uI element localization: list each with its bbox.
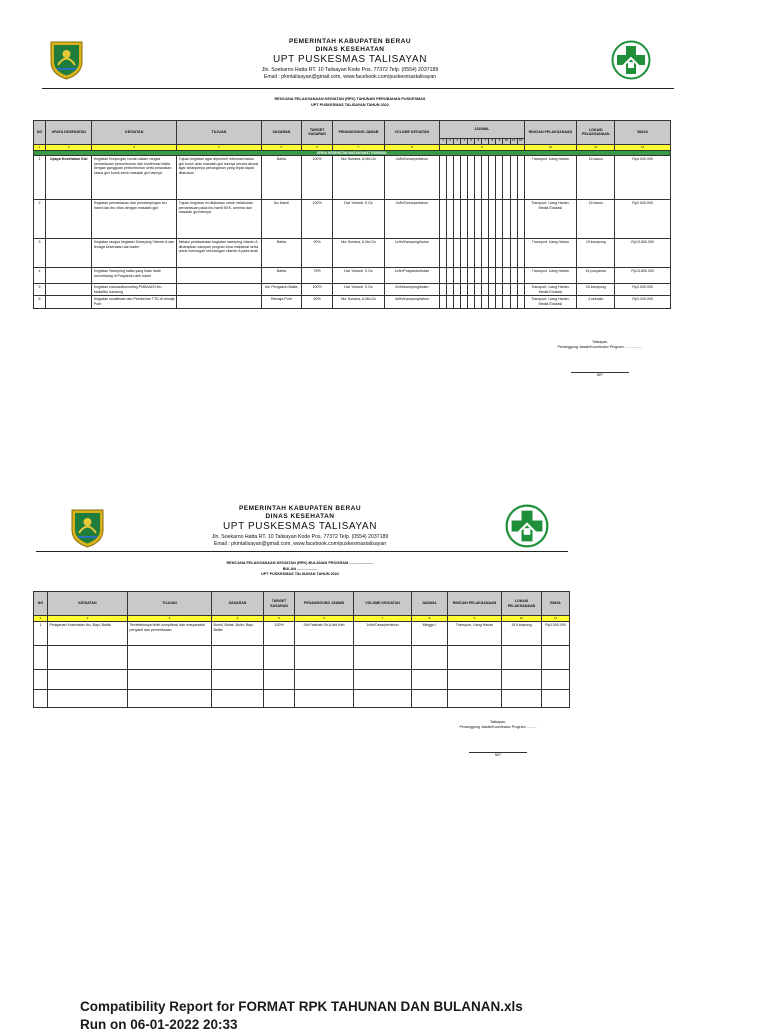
cell-tujuan: Tujuan kegiatan agar diperoleh informasi kasus gizi buruk atau masalah gizi lainnya secara akurat agar selanjutnya penanganan yang tepat dapat dilakukan	[177, 156, 262, 200]
col-number: 6	[302, 144, 333, 150]
schedule-cell	[447, 239, 454, 268]
cell-pj: Nur Suriana, A.Md.Gz	[333, 296, 384, 308]
cell-kegiatan: Kegiatan Sweeping balita yang tidak hadir menimbang di Posyandu oleh kader	[92, 268, 177, 284]
cell-lokasi: 15 kasus	[577, 200, 615, 239]
col-biaya: BIAYA	[542, 592, 570, 616]
schedule-cell	[489, 239, 496, 268]
cell-biaya: Rp2.000.000	[615, 200, 671, 239]
month-cell: 3	[454, 139, 461, 145]
cell-pj: Siti Fatimah Sh A.Md.Keb	[295, 622, 354, 646]
schedule-cell	[447, 156, 454, 200]
signature-nip: NIP.	[494, 753, 502, 757]
schedule-cell	[468, 200, 475, 239]
department-name: DINAS KESEHATAN	[315, 46, 385, 53]
header-row	[34, 592, 570, 616]
schedule-cell	[440, 239, 447, 268]
title-line-3: UPT PUSKESMAS TALISAYAN TAHUN 2022	[260, 572, 340, 576]
schedule-cell	[454, 239, 461, 268]
table-row	[34, 296, 671, 308]
col-number: 12	[615, 144, 671, 150]
cell-sasaran: Bumil, Bufas, Bulin, Bayi, Balita	[212, 622, 264, 646]
col-pj: PENANGGUNG JAWAB	[295, 592, 354, 616]
schedule-cell	[503, 200, 510, 239]
col-number: 4	[212, 616, 264, 622]
table-row	[34, 646, 570, 670]
schedule-cell	[503, 284, 510, 296]
puskesmas-logo-icon	[611, 40, 651, 80]
schedule-cell	[496, 284, 503, 296]
signature-role: Penanggung Jawab/Koordinator Program ..........	[459, 725, 537, 729]
schedule-cell	[510, 200, 517, 239]
table-row	[34, 239, 671, 268]
rpk-tahunan-sheet	[0, 0, 768, 470]
cell-target: 100%	[264, 622, 295, 646]
schedule-cell	[510, 239, 517, 268]
cell-lokasi	[502, 690, 542, 708]
compatibility-report-run-date: Run on 06-01-2022 20:33	[80, 1017, 238, 1032]
schedule-cell	[496, 156, 503, 200]
schedule-cell	[475, 200, 482, 239]
col-volume: VOLUME KEGIATAN	[384, 121, 439, 145]
col-sasaran: SASARAN	[212, 592, 264, 616]
month-cell: 10	[503, 139, 510, 145]
col-number: 8	[412, 616, 448, 622]
cell-lokasi: 15 posyandu	[577, 268, 615, 284]
cell-no	[34, 646, 48, 670]
cell-biaya: Rp3.000.000	[542, 622, 570, 646]
cell-kegiatan	[48, 670, 128, 690]
schedule-cell	[475, 284, 482, 296]
cell-rincian	[448, 670, 502, 690]
month-cell: 2	[447, 139, 454, 145]
cell-rincian: Transport, Uang Harian, Media Edukasi	[524, 284, 576, 296]
document-title	[150, 97, 550, 108]
schedule-cell	[440, 296, 447, 308]
schedule-cell	[517, 268, 524, 284]
schedule-cell	[489, 200, 496, 239]
cell-lokasi	[502, 646, 542, 670]
schedule-cell	[461, 239, 468, 268]
title-line-2: BULAN ...................	[282, 566, 318, 571]
schedule-cell	[482, 239, 489, 268]
cell-volume	[354, 670, 412, 690]
cell-volume: 1x/th/Posyandu/bulan	[384, 268, 439, 284]
col-number: 5	[264, 616, 295, 622]
cell-sasaran	[212, 670, 264, 690]
schedule-cell	[447, 284, 454, 296]
schedule-cell	[454, 200, 461, 239]
cell-target: 60%	[302, 296, 333, 308]
month-cell: 5	[468, 139, 475, 145]
cell-volume: 2x/th/Desa/pertahun	[384, 156, 439, 200]
schedule-cell	[489, 296, 496, 308]
cell-volume: 2x/th/Desa/pertahun	[384, 200, 439, 239]
schedule-cell	[461, 156, 468, 200]
cell-target: 100%	[302, 200, 333, 239]
cell-rincian: Transport, Uang Harian	[524, 156, 576, 200]
cell-biaya: Rp4.000.000	[615, 156, 671, 200]
cell-rincian: Transport, Uang Harian, Media Edukasi	[524, 296, 576, 308]
cell-target: 100%	[302, 284, 333, 296]
signature-block	[428, 720, 568, 758]
table-row	[34, 284, 671, 296]
cell-no	[34, 670, 48, 690]
schedule-cell	[503, 268, 510, 284]
contact-email: Email : pkmtalisayan@gmail.com, www.facebook.com/puskesmastalisayan	[213, 541, 387, 547]
table-row	[34, 670, 570, 690]
title-line-2: UPT PUSKESMAS TALISAYAN TAHUN 2022	[310, 102, 390, 107]
schedule-cell	[475, 156, 482, 200]
cell-no: 1	[34, 622, 48, 646]
col-number: 3	[92, 144, 177, 150]
cell-kegiatan: Pelayanan Kesehatan Ibu, Bayi, Balita	[48, 622, 128, 646]
col-upaya: UPAYA KESEHATAN	[46, 121, 92, 145]
cell-sasaran	[212, 646, 264, 670]
col-number: 1	[34, 616, 48, 622]
schedule-cell	[468, 239, 475, 268]
cell-volume: 4x/th/Kampung/tahun	[384, 296, 439, 308]
signature-role: Penanggung Jawab/Koordinator Program ..................	[557, 345, 643, 349]
col-no: NO	[34, 592, 48, 616]
cell-tujuan: Tujuan kegiatan ini dilakukan untuk melakukan pemantauan pada ibu hamil KEK, anemia dan masalah gizi lainnya	[177, 200, 262, 239]
schedule-cell	[482, 200, 489, 239]
signature-block	[520, 340, 680, 378]
cell-rincian	[448, 646, 502, 670]
col-number: 10	[524, 144, 576, 150]
cell-sasaran: Ibu Pengasuh Balita	[261, 284, 301, 296]
col-pj: PENANGGUNG JAWAB	[333, 121, 384, 145]
cell-no: 5	[34, 284, 46, 296]
cell-sasaran: Ibu Hamil	[261, 200, 301, 239]
schedule-cell	[517, 200, 524, 239]
cell-pj	[295, 670, 354, 690]
cell-tujuan: Melalui pelaksanaan kegiatan sweeping vitamin A diharapkan cakupan program bisa maksimal serta untuk mencegah kekurangan vitamin A pada anak	[177, 239, 262, 268]
table-row	[34, 156, 671, 200]
cell-rincian: Transport, Uang Harian	[524, 268, 576, 284]
cell-biaya: Rp13.800.000	[615, 268, 671, 284]
unit-name: UPT PUSKESMAS TALISAYAN	[222, 521, 378, 532]
schedule-cell	[468, 156, 475, 200]
schedule-cell	[440, 284, 447, 296]
cell-biaya: Rp3.200.000	[615, 296, 671, 308]
cell-tujuan	[177, 268, 262, 284]
schedule-cell	[496, 239, 503, 268]
cell-tujuan: Terdeteksinya lebih komplikasi dan masyarakat penyakit dan pemeriksaan	[128, 622, 212, 646]
cell-target	[264, 670, 295, 690]
cell-pj: Dwi Yulianti, S.Gz	[333, 200, 384, 239]
cell-kegiatan	[48, 646, 128, 670]
col-kegiatan: KEGIATAN	[48, 592, 128, 616]
letterhead-rule	[36, 551, 568, 552]
col-number: 2	[48, 616, 128, 622]
cell-biaya	[542, 646, 570, 670]
cell-no: 2	[34, 200, 46, 239]
table-row	[34, 268, 671, 284]
schedule-cell	[517, 156, 524, 200]
col-number: 9	[448, 616, 502, 622]
col-number: 2	[46, 144, 92, 150]
letterhead-rule	[42, 88, 674, 89]
cell-kegiatan	[48, 690, 128, 708]
col-number: 11	[577, 144, 615, 150]
col-number: 10	[502, 616, 542, 622]
schedule-cell	[440, 156, 447, 200]
cell-upaya	[46, 239, 92, 268]
cell-tujuan	[128, 646, 212, 670]
cell-upaya	[46, 284, 92, 296]
cell-jadwal	[412, 646, 448, 670]
letterhead	[150, 505, 450, 547]
cell-rincian: Transport, Uang Harian, Media Edukasi	[524, 200, 576, 239]
month-cell: 6	[475, 139, 482, 145]
schedule-cell	[517, 239, 524, 268]
address: Jln. Soekarno Hatta RT. 10 Talisayan Kode Pos. 77372 Telp. (0554) 2037189	[261, 67, 439, 73]
cell-target: 100%	[302, 156, 333, 200]
unit-name: UPT PUSKESMAS TALISAYAN	[272, 54, 428, 65]
schedule-cell	[503, 239, 510, 268]
col-target: TARGET SASARAN	[264, 592, 295, 616]
schedule-cell	[454, 284, 461, 296]
cell-kegiatan: Kegiatan edukasi/konseling PMBA/ASI ibu balita/ibu kandung	[92, 284, 177, 296]
schedule-cell	[510, 268, 517, 284]
col-number: 7	[354, 616, 412, 622]
col-number: 4	[177, 144, 262, 150]
month-cell: 1	[440, 139, 447, 145]
cell-pj	[295, 646, 354, 670]
schedule-cell	[461, 268, 468, 284]
schedule-cell	[482, 284, 489, 296]
rpk-bulanan-sheet	[0, 480, 768, 980]
col-rincian: RINCIAN PELAKSANAAN	[524, 121, 576, 145]
cell-kegiatan: Kegiatan pemantauan dan pendampingan ibu hamil dan ibu nifas dengan masalah gizi	[92, 200, 177, 239]
schedule-cell	[447, 268, 454, 284]
compatibility-report-title: Compatibility Report for FORMAT RPK TAHUNAN DAN BULANAN.xls	[80, 999, 523, 1014]
address: Jln. Soekarno Hatta RT. 10 Talisayan Kode Pos. 77372 Telp. (0554) 2037189	[211, 534, 389, 540]
schedule-cell	[496, 296, 503, 308]
department-name: DINAS KESEHATAN	[265, 513, 335, 520]
header-row	[34, 121, 671, 139]
month-cell: 12	[517, 139, 524, 145]
signature-nip: NIP.	[596, 373, 604, 377]
cell-biaya: Rp2.000.000	[615, 284, 671, 296]
cell-pj: Nur Suriana, A.Md.Gz	[333, 239, 384, 268]
col-tujuan: TUJUAN	[128, 592, 212, 616]
schedule-cell	[510, 296, 517, 308]
schedule-cell	[482, 268, 489, 284]
schedule-cell	[503, 156, 510, 200]
schedule-cell	[454, 156, 461, 200]
signature-place: Talisayan,	[490, 720, 506, 724]
rpk-bulanan-table	[33, 591, 570, 708]
cell-rincian: Transport, Uang Harian	[448, 622, 502, 646]
schedule-cell	[482, 156, 489, 200]
cell-tujuan	[128, 690, 212, 708]
cell-upaya: Upaya Kesehatan Gizi	[46, 156, 92, 200]
cell-sasaran	[212, 690, 264, 708]
month-cell: 4	[461, 139, 468, 145]
cell-jadwal: Minggu I	[412, 622, 448, 646]
col-lokasi: LOKASI PELAKSANAAN	[502, 592, 542, 616]
cell-pj	[295, 690, 354, 708]
cell-tujuan	[177, 284, 262, 296]
kabupaten-berau-crest-icon	[70, 508, 105, 548]
col-lokasi: LOKASI PELAKSANAAN	[577, 121, 615, 145]
col-number: 1	[34, 144, 46, 150]
schedule-cell	[517, 284, 524, 296]
cell-biaya	[542, 690, 570, 708]
schedule-cell	[468, 284, 475, 296]
table-row	[34, 690, 570, 708]
schedule-cell	[496, 200, 503, 239]
col-target: TARGET SASARAN	[302, 121, 333, 145]
schedule-cell	[489, 268, 496, 284]
cell-kegiatan: Kegiatan rangka kegiatan Sweeping Vitamin A dan tenaga kesehatan dan kader	[92, 239, 177, 268]
schedule-cell	[489, 284, 496, 296]
cell-biaya	[542, 670, 570, 690]
government-name: PEMERINTAH KABUPATEN BERAU	[238, 505, 362, 512]
cell-target: 90%	[302, 239, 333, 268]
cell-kegiatan: Kegiatan Kunjungan rumah dalam rangka pemantauan pertumbuhan dan konfirmasi balita dengan gangguan pertumbuhan serta pelacakan kasus gizi buruk serta masalah gizi lainnya	[92, 156, 177, 200]
cell-lokasi	[502, 670, 542, 690]
schedule-cell	[468, 268, 475, 284]
cell-volume: 1x/th/Kampung/bulan	[384, 239, 439, 268]
schedule-cell	[468, 296, 475, 308]
cell-rincian	[448, 690, 502, 708]
cell-rincian: Transport, Uang Harian	[524, 239, 576, 268]
schedule-cell	[510, 156, 517, 200]
title-line-1: RENCANA PELAKSANAAN KEGIATAN (RPK) BULANAN PROGRAM .......................	[226, 561, 374, 565]
cell-upaya	[46, 296, 92, 308]
section-label: UPAYA KESEHATAN MASYARAKAT ESENSIAL	[34, 150, 671, 156]
col-rincian: RINCIAN PELAKSANAAN	[448, 592, 502, 616]
cell-no	[34, 690, 48, 708]
col-number: 11	[542, 616, 570, 622]
cell-kegiatan: Kegiatan sosialisasi dan Pemberian TTD di remaja Putri	[92, 296, 177, 308]
letterhead	[200, 38, 500, 80]
cell-lokasi: 4 sekolah	[577, 296, 615, 308]
schedule-cell	[454, 296, 461, 308]
cell-lokasi: 15 Kampung	[502, 622, 542, 646]
col-sasaran: SASARAN	[261, 121, 301, 145]
col-number: 9	[440, 144, 525, 150]
schedule-cell	[447, 296, 454, 308]
cell-no: 6	[34, 296, 46, 308]
schedule-cell	[510, 284, 517, 296]
cell-sasaran: Balita	[261, 156, 301, 200]
cell-tujuan	[177, 296, 262, 308]
cell-no: 4	[34, 268, 46, 284]
kabupaten-berau-crest-icon	[49, 40, 84, 80]
col-jadwal: JADWAL	[440, 121, 525, 139]
schedule-cell	[440, 200, 447, 239]
rpk-tahunan-table	[33, 120, 671, 309]
cell-target	[264, 646, 295, 670]
schedule-cell	[496, 268, 503, 284]
col-jadwal: JADWAL	[412, 592, 448, 616]
schedule-cell	[454, 268, 461, 284]
schedule-cell	[482, 296, 489, 308]
schedule-cell	[475, 268, 482, 284]
cell-pj: Dwi Yulianti, S.Gz	[333, 268, 384, 284]
title-line-1: RENCANA PELAKSANAAN KEGIATAN (RPK) TAHUNAN PERUBAHAN PUSKESMAS	[274, 97, 426, 101]
cell-lokasi: 15 kampung	[577, 239, 615, 268]
cell-jadwal	[412, 670, 448, 690]
col-volume: VOLUME KEGIATAN	[354, 592, 412, 616]
schedule-cell	[440, 268, 447, 284]
schedule-cell	[461, 200, 468, 239]
cell-upaya	[46, 268, 92, 284]
cell-volume: 1x/th/Desa/pertahun	[354, 622, 412, 646]
schedule-cell	[489, 156, 496, 200]
cell-jadwal	[412, 690, 448, 708]
schedule-cell	[517, 296, 524, 308]
table-row	[34, 200, 671, 239]
cell-volume: 2x/th/kampung/bulan	[384, 284, 439, 296]
government-name: PEMERINTAH KABUPATEN BERAU	[288, 38, 412, 45]
col-no: NO	[34, 121, 46, 145]
cell-target: 75%	[302, 268, 333, 284]
schedule-cell	[461, 296, 468, 308]
col-number: 3	[128, 616, 212, 622]
cell-target	[264, 690, 295, 708]
schedule-cell	[503, 296, 510, 308]
col-number: 6	[295, 616, 354, 622]
cell-biaya: Rp13.800.000	[615, 239, 671, 268]
schedule-cell	[475, 239, 482, 268]
month-cell: 8	[489, 139, 496, 145]
cell-no: 1	[34, 156, 46, 200]
col-number: 7	[333, 144, 384, 150]
col-number: 5	[261, 144, 301, 150]
cell-no: 3	[34, 239, 46, 268]
cell-volume	[354, 646, 412, 670]
schedule-cell	[461, 284, 468, 296]
month-cell: 9	[496, 139, 503, 145]
contact-email: Email : pkmtalisayan@gmail.com, www.facebook.com/puskesmastalisayan	[263, 74, 437, 80]
cell-lokasi: 15 kampung	[577, 284, 615, 296]
cell-lokasi: 15 kasus	[577, 156, 615, 200]
document-title	[150, 561, 450, 578]
signature-place: Talisayan,	[592, 340, 608, 344]
cell-sasaran: Remaja Putri	[261, 296, 301, 308]
table-row	[34, 622, 570, 646]
schedule-cell	[447, 200, 454, 239]
cell-sasaran: Balita	[261, 239, 301, 268]
month-cell: 11	[510, 139, 517, 145]
cell-upaya	[46, 200, 92, 239]
puskesmas-logo-icon	[505, 504, 549, 548]
cell-pj: Nur Suriana, A.Md.Gz	[333, 156, 384, 200]
col-kegiatan: KEGIATAN	[92, 121, 177, 145]
cell-volume	[354, 690, 412, 708]
col-biaya: BIAYA	[615, 121, 671, 145]
cell-sasaran: Balita	[261, 268, 301, 284]
schedule-cell	[475, 296, 482, 308]
col-tujuan: TUJUAN	[177, 121, 262, 145]
month-cell: 7	[482, 139, 489, 145]
cell-pj: Dwi Yulianti, S.Gz	[333, 284, 384, 296]
col-number: 8	[384, 144, 439, 150]
cell-tujuan	[128, 670, 212, 690]
